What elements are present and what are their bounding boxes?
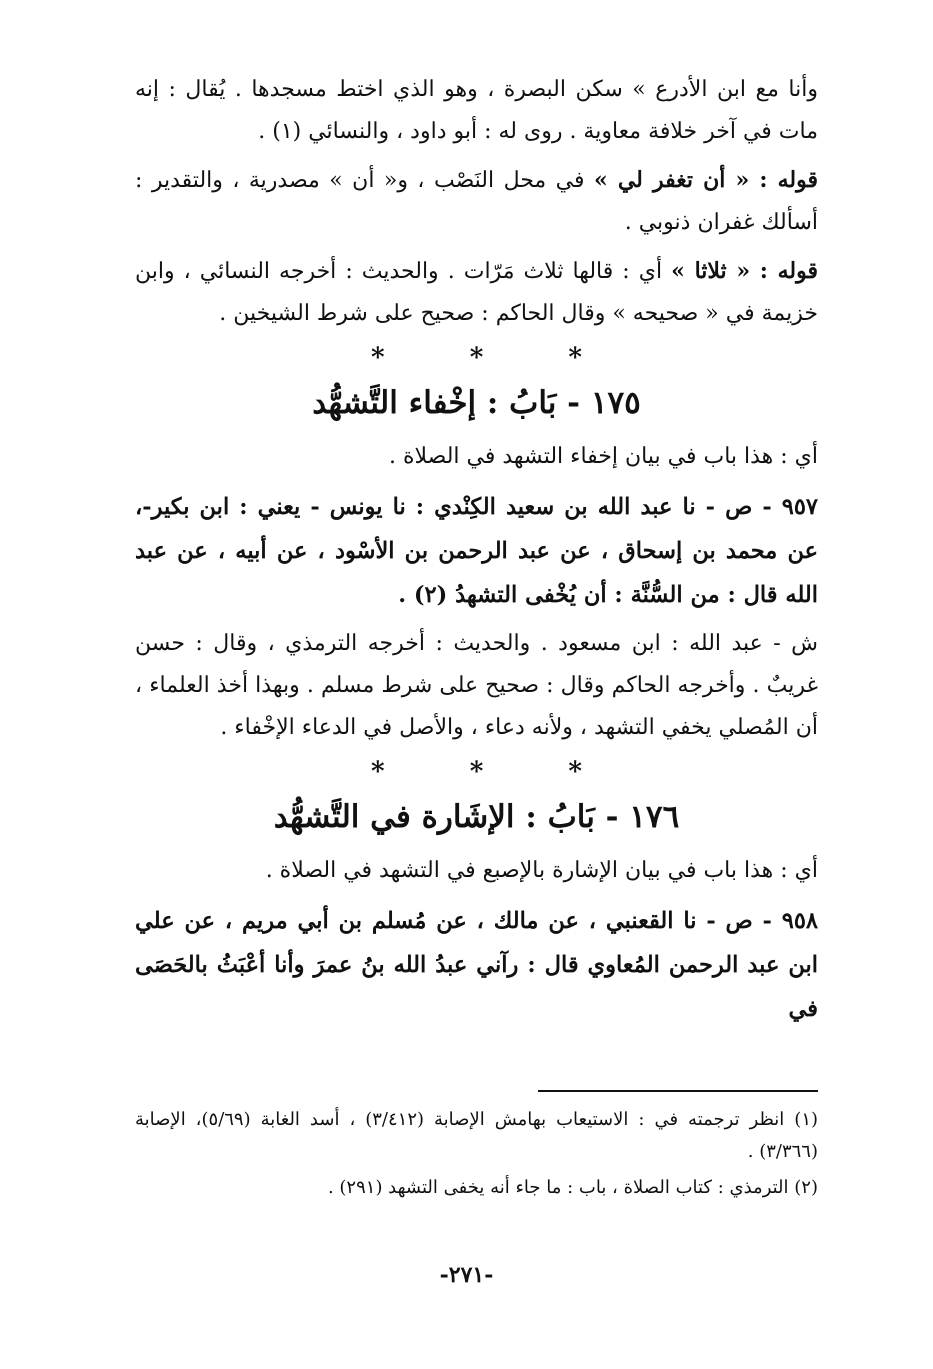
- paragraph-continuation: [135, 68, 818, 153]
- hadith-958: ٩٥٨ - ص - نا القعنبي ، عن مالك ، عن مُسلم بن أبي مريم ، عن علي ابن عبد الرحمن المُعاوي قال : رآني عبدُ الله بنُ عمرَ وأنا أعْبَثُ بالحَصَى في: [135, 908, 818, 1022]
- paragraph-lead: قوله : « ثلاثا »: [671, 258, 818, 284]
- footnote-1: (١) انظر ترجمته في : الاستيعاب بهامش الإصابة (٣/٤١٢) ، أسد الغابة (٥/٦٩)، الإصابة (٣/٣٦٦) .: [135, 1109, 819, 1162]
- paragraph-text: أي : قالها ثلاث مَرّات . والحديث : أخرجه النسائي ، وابن خزيمة في « صحيحه » وقال الحاكم : صحيح على شرط الشيخين .: [135, 259, 818, 326]
- paragraph-text: وأنا مع ابن الأدرع » سكن البصرة ، وهو الذي اختط مسجدها . يُقال : إنه مات في آخر خلافة معاوية . روى له : أبو داود ، والنسائي (١) .: [135, 77, 818, 144]
- paragraph-commentary-thrice: [135, 250, 818, 335]
- page-body: [135, 68, 818, 1037]
- chapter-intro-175: أي : هذا باب في بيان إخفاء التشهد في الصلاة .: [389, 444, 818, 469]
- hadith-957: ٩٥٧ - ص - نا عبد الله بن سعيد الكِنْدي : نا يونس - يعني : ابن بكير-، عن محمد بن إسحاق ، عن عبد الرحمن بن الأسْود ، عن أبيه ، عن عبد الله قال : من السُّنَّة : أن يُخْفى التشهدُ (٢) .: [135, 494, 818, 608]
- footnote-separator: [538, 1090, 818, 1092]
- footnotes: [135, 1104, 818, 1208]
- paragraph-text: في محل النَصْب ، و« أن » مصدرية ، والتقدير : أسألك غفران ذنوبي .: [135, 168, 818, 235]
- commentary-957: ش - عبد الله : ابن مسعود . والحديث : أخرجه الترمذي ، وقال : حسن غريبٌ . وأخرجه الحاكم وقال : صحيح على شرط مسلم . وبهذا أخذ العلماء ، أن المُصلي يخفي التشهد ، ولأنه دعاء ، والأصل في الدعاء الإخْفاء .: [135, 631, 818, 740]
- section-divider-stars: * * *: [371, 343, 620, 373]
- section-divider-stars: * * *: [371, 757, 620, 787]
- chapter-intro-176: أي : هذا باب في بيان الإشارة بالإصبع في التشهد في الصلاة .: [265, 858, 818, 883]
- chapter-title-175: ١٧٥ - بَابُ : إخْفاء التَّشهُّد: [312, 385, 641, 421]
- paragraph-lead: قوله : « أن تغفر لي »: [593, 167, 818, 193]
- chapter-title-176: ١٧٦ - بَابُ : الإشَارة في التَّشهُّد: [273, 799, 680, 835]
- footnote-2: (٢) الترمذي : كتاب الصلاة ، باب : ما جاء أنه يخفى التشهد (٢٩١) .: [327, 1177, 818, 1198]
- paragraph-commentary-forgive: [135, 159, 818, 244]
- page-number: -٢٧١-: [439, 1262, 494, 1288]
